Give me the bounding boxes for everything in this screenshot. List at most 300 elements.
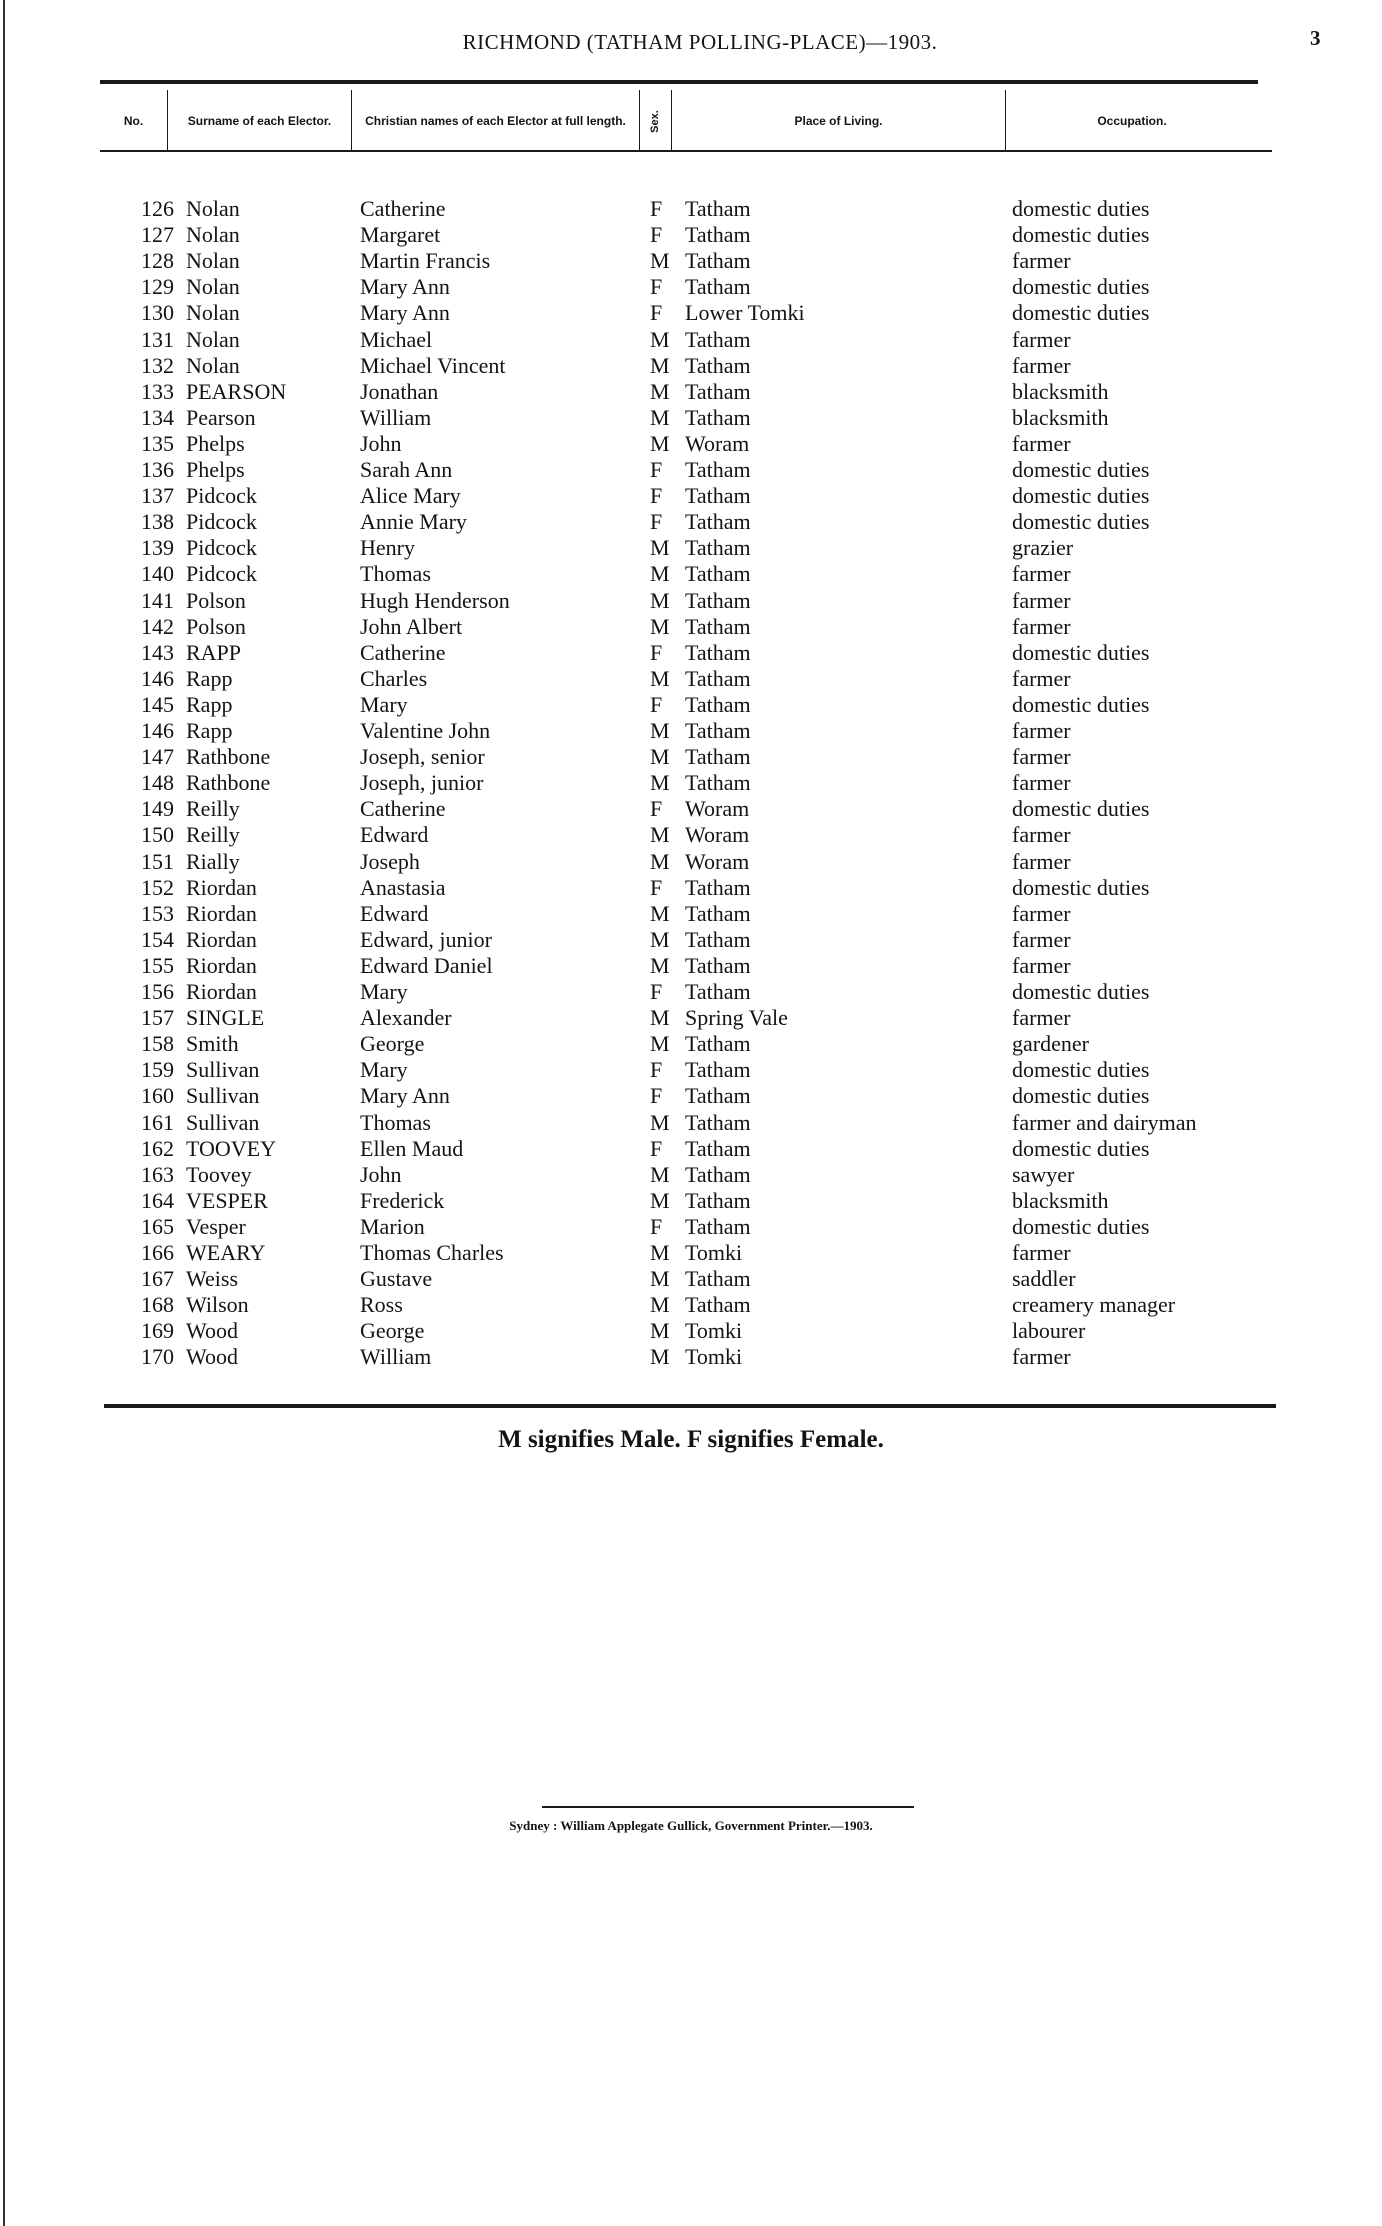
row-place-of-living: Tatham [685, 222, 751, 248]
page-number: 3 [1310, 26, 1321, 50]
row-place-of-living: Tatham [685, 900, 751, 926]
row-occupation: farmer [1012, 770, 1071, 796]
table-row [0, 1292, 1382, 1318]
table-row [0, 640, 1382, 666]
row-surname: Riordan [186, 900, 257, 926]
row-number: 128 [141, 248, 174, 274]
row-surname: Nolan [186, 300, 240, 326]
row-number: 133 [141, 378, 174, 404]
table-row [0, 1240, 1382, 1266]
row-number: 132 [141, 352, 174, 378]
row-christian-names: Edward [360, 822, 429, 848]
row-number: 127 [141, 222, 174, 248]
row-christian-names: Valentine John [360, 718, 491, 743]
row-christian-names: Anastasia [360, 874, 446, 900]
row-place-of-living: Woram [685, 822, 750, 848]
row-occupation: farmer [1012, 926, 1071, 952]
row-christian-names: Thomas [360, 561, 431, 587]
column-header-surname: Surname of each Elector. [168, 90, 352, 152]
row-number: 129 [141, 274, 174, 300]
row-sex: M [650, 1318, 670, 1344]
row-christian-names: Mary Ann [360, 300, 450, 326]
row-christian-names: John [360, 1161, 402, 1187]
row-number: 139 [141, 535, 174, 561]
row-sex: M [650, 1109, 670, 1135]
row-christian-names: Mary Ann [360, 1083, 450, 1109]
row-occupation: grazier [1012, 535, 1074, 561]
row-surname: Nolan [186, 222, 240, 248]
row-number: 169 [141, 1318, 174, 1344]
row-sex: M [650, 665, 670, 691]
row-sex: M [650, 1161, 670, 1187]
row-number: 157 [141, 1005, 174, 1031]
row-number: 130 [141, 300, 174, 326]
row-christian-names: Edward, junior [360, 926, 492, 952]
row-place-of-living: Tatham [685, 718, 751, 743]
column-header-sex [640, 90, 672, 152]
row-place-of-living: Tatham [685, 404, 751, 430]
row-place-of-living: Tatham [685, 1135, 751, 1161]
table-row [0, 274, 1382, 300]
row-occupation: domestic duties [1012, 1213, 1150, 1239]
row-occupation: farmer [1012, 718, 1071, 743]
row-sex: M [650, 1005, 670, 1031]
row-occupation: farmer and dairyman [1012, 1109, 1197, 1135]
row-sex: F [650, 639, 663, 665]
row-surname: Vesper [186, 1213, 246, 1239]
row-place-of-living: Tomki [685, 1344, 743, 1370]
column-header-no: No. [100, 90, 168, 152]
row-christian-names: William [360, 404, 432, 430]
row-christian-names: Ellen Maud [360, 1135, 464, 1161]
row-sex: F [650, 222, 663, 248]
row-christian-names: Catherine [360, 196, 446, 221]
row-number: 131 [141, 326, 174, 352]
row-christian-names: Ross [360, 1292, 403, 1318]
row-occupation: sawyer [1012, 1161, 1075, 1187]
column-header-sex-label: Sex. [648, 109, 661, 133]
row-christian-names: Michael Vincent [360, 352, 506, 378]
row-surname: Riordan [186, 979, 257, 1004]
header-bottom-rule [100, 150, 1272, 152]
row-sex: M [650, 718, 670, 743]
row-sex: F [650, 509, 663, 535]
row-place-of-living: Spring Vale [685, 1005, 788, 1031]
table-row [0, 1005, 1382, 1031]
row-christian-names: George [360, 1031, 425, 1057]
row-number: 153 [141, 900, 174, 926]
row-place-of-living: Tatham [685, 1031, 751, 1057]
table-row [0, 849, 1382, 875]
table-row [0, 614, 1382, 640]
row-christian-names: Margaret [360, 222, 441, 248]
row-surname: Polson [186, 587, 246, 613]
row-christian-names: Annie Mary [360, 509, 467, 535]
row-sex: M [650, 535, 670, 561]
table-row [0, 1031, 1382, 1057]
row-number: 143 [141, 639, 174, 665]
row-sex: F [650, 457, 663, 482]
row-place-of-living: Tatham [685, 979, 751, 1004]
row-occupation: domestic duties [1012, 1057, 1150, 1083]
row-christian-names: Mary [360, 979, 408, 1004]
row-sex: F [650, 691, 663, 717]
table-row [0, 796, 1382, 822]
row-christian-names: William [360, 1344, 432, 1370]
row-number: 156 [141, 979, 174, 1004]
row-number: 170 [141, 1344, 174, 1370]
row-number: 145 [141, 691, 174, 717]
row-christian-names: Gustave [360, 1266, 433, 1292]
sex-legend: M signifies Male. F signifies Female. [498, 1426, 884, 1453]
row-occupation: domestic duties [1012, 874, 1150, 900]
column-header-occupation: Occupation. [1097, 113, 1167, 128]
table-row [0, 901, 1382, 927]
row-place-of-living: Tatham [685, 587, 751, 613]
row-surname: Pidcock [186, 483, 257, 509]
table-row [0, 1110, 1382, 1136]
row-occupation: labourer [1012, 1318, 1086, 1344]
row-place-of-living: Tatham [685, 1213, 751, 1239]
row-number: 148 [141, 770, 174, 796]
row-number: 152 [141, 874, 174, 900]
row-sex: M [650, 326, 670, 352]
row-place-of-living: Tatham [685, 1266, 751, 1292]
table-row [0, 875, 1382, 901]
table-row [0, 509, 1382, 535]
row-surname: Rapp [186, 665, 233, 691]
table-row [0, 300, 1382, 326]
row-sex: F [650, 300, 663, 326]
row-place-of-living: Tatham [685, 457, 751, 482]
row-surname: PEARSON [186, 378, 287, 404]
row-surname: TOOVEY [186, 1135, 277, 1161]
row-sex: M [650, 1266, 670, 1292]
row-place-of-living: Woram [685, 430, 750, 456]
row-place-of-living: Tatham [685, 1187, 751, 1213]
row-christian-names: Henry [360, 535, 415, 561]
row-surname: Pearson [186, 404, 256, 430]
table-row [0, 1057, 1382, 1083]
running-head: RICHMOND (TATHAM POLLING-PLACE)—1903. [462, 30, 938, 54]
column-header-place: Place of Living. [672, 90, 1006, 152]
row-occupation: farmer [1012, 326, 1071, 352]
row-surname: Nolan [186, 352, 240, 378]
row-number: 146 [141, 665, 174, 691]
row-place-of-living: Tatham [685, 326, 751, 352]
row-place-of-living: Tatham [685, 770, 751, 796]
table-row [0, 561, 1382, 587]
row-occupation: farmer [1012, 248, 1071, 274]
row-occupation: farmer [1012, 430, 1071, 456]
row-number: 162 [141, 1135, 174, 1161]
row-sex: M [650, 613, 670, 639]
column-header-christian-names: Christian names of each Elector at full length. [352, 90, 640, 152]
row-number: 135 [141, 430, 174, 456]
table-row [0, 1188, 1382, 1214]
row-occupation: farmer [1012, 848, 1071, 874]
row-place-of-living: Tatham [685, 926, 751, 952]
row-place-of-living: Tatham [685, 1161, 751, 1187]
row-surname: Sullivan [186, 1083, 260, 1109]
row-occupation: creamery manager [1012, 1292, 1176, 1318]
row-number: 167 [141, 1266, 174, 1292]
row-number: 141 [141, 587, 174, 613]
table-row [0, 927, 1382, 953]
row-place-of-living: Tatham [685, 952, 751, 978]
row-surname: Rially [186, 848, 240, 874]
row-surname: VESPER [186, 1187, 268, 1213]
row-christian-names: Catherine [360, 796, 446, 822]
row-surname: WEARY [186, 1240, 266, 1265]
table-row [0, 379, 1382, 405]
row-place-of-living: Tatham [685, 561, 751, 587]
row-christian-names: John Albert [360, 613, 463, 639]
row-christian-names: Alice Mary [360, 483, 461, 509]
table-row [0, 692, 1382, 718]
row-number: 164 [141, 1187, 174, 1213]
row-occupation: blacksmith [1012, 404, 1109, 430]
printer-imprint: Sydney : William Applegate Gullick, Government Printer.—1903. [509, 1818, 873, 1833]
row-number: 159 [141, 1057, 174, 1083]
row-occupation: farmer [1012, 1005, 1071, 1031]
row-sex: M [650, 952, 670, 978]
row-occupation: farmer [1012, 1240, 1071, 1265]
row-number: 134 [141, 404, 174, 430]
row-occupation: domestic duties [1012, 1135, 1150, 1161]
row-occupation: gardener [1012, 1031, 1089, 1057]
row-place-of-living: Tatham [685, 1292, 751, 1318]
row-christian-names: Edward Daniel [360, 952, 493, 978]
row-sex: F [650, 1057, 663, 1083]
row-surname: Wood [186, 1318, 239, 1344]
row-number: 146 [141, 718, 174, 743]
row-christian-names: Joseph, junior [360, 770, 484, 796]
row-sex: M [650, 404, 670, 430]
row-occupation: domestic duties [1012, 196, 1150, 221]
row-sex: M [650, 352, 670, 378]
row-occupation: domestic duties [1012, 222, 1150, 248]
row-number: 140 [141, 561, 174, 587]
row-occupation: farmer [1012, 561, 1071, 587]
row-occupation: farmer [1012, 744, 1071, 770]
row-occupation: domestic duties [1012, 300, 1150, 326]
row-surname: Nolan [186, 274, 240, 300]
row-place-of-living: Tatham [685, 1109, 751, 1135]
table-row [0, 953, 1382, 979]
row-number: 155 [141, 952, 174, 978]
table-row [0, 1318, 1382, 1344]
row-christian-names: Edward [360, 900, 429, 926]
row-christian-names: Mary [360, 1057, 408, 1083]
row-place-of-living: Lower Tomki [685, 300, 805, 326]
row-christian-names: Michael [360, 326, 433, 352]
row-surname: Reilly [186, 796, 240, 822]
row-surname: Riordan [186, 874, 257, 900]
row-sex: F [650, 274, 663, 300]
row-place-of-living: Tatham [685, 274, 751, 300]
table-row [0, 457, 1382, 483]
row-place-of-living: Tatham [685, 509, 751, 535]
table-row [0, 1214, 1382, 1240]
row-number: 168 [141, 1292, 174, 1318]
table-row [0, 405, 1382, 431]
table-row [0, 353, 1382, 379]
row-surname: Pidcock [186, 561, 257, 587]
table-row [0, 222, 1382, 248]
row-occupation: saddler [1012, 1266, 1076, 1292]
table-row [0, 979, 1382, 1005]
row-occupation: farmer [1012, 613, 1071, 639]
row-number: 142 [141, 613, 174, 639]
row-christian-names: Alexander [360, 1005, 452, 1031]
row-christian-names: Martin Francis [360, 248, 491, 274]
table-row [0, 196, 1382, 222]
row-surname: Polson [186, 613, 246, 639]
row-place-of-living: Tatham [685, 665, 751, 691]
table-row [0, 718, 1382, 744]
row-occupation: blacksmith [1012, 1187, 1109, 1213]
table-row [0, 535, 1382, 561]
row-sex: M [650, 770, 670, 796]
table-row [0, 1266, 1382, 1292]
row-sex: F [650, 483, 663, 509]
row-number: 165 [141, 1213, 174, 1239]
row-christian-names: Marion [360, 1213, 425, 1239]
row-occupation: domestic duties [1012, 274, 1150, 300]
row-sex: M [650, 822, 670, 848]
row-christian-names: Mary [360, 691, 408, 717]
row-sex: M [650, 1292, 670, 1318]
row-occupation: blacksmith [1012, 378, 1109, 404]
row-surname: Pidcock [186, 509, 257, 535]
row-christian-names: Mary Ann [360, 274, 450, 300]
row-occupation: domestic duties [1012, 979, 1150, 1004]
row-surname: Riordan [186, 952, 257, 978]
row-number: 163 [141, 1161, 174, 1187]
header-top-rule [100, 80, 1258, 84]
row-place-of-living: Tatham [685, 639, 751, 665]
row-surname: Rapp [186, 691, 233, 717]
row-number: 161 [141, 1109, 174, 1135]
row-surname: Weiss [186, 1266, 239, 1292]
row-surname: Phelps [186, 430, 245, 456]
row-sex: M [650, 1031, 670, 1057]
row-christian-names: Thomas [360, 1109, 431, 1135]
row-sex: F [650, 874, 663, 900]
row-sex: M [650, 744, 670, 770]
row-occupation: domestic duties [1012, 691, 1150, 717]
row-place-of-living: Tatham [685, 1083, 751, 1109]
row-surname: Sullivan [186, 1109, 260, 1135]
row-number: 149 [141, 796, 174, 822]
row-sex: M [650, 561, 670, 587]
row-christian-names: Sarah Ann [360, 457, 453, 482]
row-number: 147 [141, 744, 174, 770]
row-number: 158 [141, 1031, 174, 1057]
row-place-of-living: Tatham [685, 874, 751, 900]
row-number: 160 [141, 1083, 174, 1109]
row-place-of-living: Tatham [685, 483, 751, 509]
row-christian-names: John [360, 430, 402, 456]
row-place-of-living: Tatham [685, 613, 751, 639]
table-row [0, 1344, 1382, 1370]
row-number: 154 [141, 926, 174, 952]
row-sex: M [650, 1344, 670, 1370]
table-row [0, 248, 1382, 274]
table-row [0, 822, 1382, 848]
row-surname: SINGLE [186, 1005, 265, 1031]
row-occupation: domestic duties [1012, 457, 1150, 482]
row-place-of-living: Woram [685, 796, 750, 822]
row-occupation: farmer [1012, 952, 1071, 978]
row-christian-names: George [360, 1318, 425, 1344]
row-sex: F [650, 796, 663, 822]
table-row [0, 770, 1382, 796]
row-place-of-living: Tatham [685, 535, 751, 561]
row-surname: Smith [186, 1031, 239, 1057]
table-row [0, 327, 1382, 353]
row-christian-names: Charles [360, 665, 428, 691]
row-christian-names: Hugh Henderson [360, 587, 510, 613]
row-occupation: farmer [1012, 587, 1071, 613]
row-occupation: farmer [1012, 352, 1071, 378]
row-sex: M [650, 587, 670, 613]
row-christian-names: Joseph [360, 848, 420, 874]
row-surname: Toovey [186, 1161, 252, 1187]
row-number: 126 [141, 196, 174, 221]
row-occupation: farmer [1012, 665, 1071, 691]
row-place-of-living: Woram [685, 848, 750, 874]
table-row [0, 1083, 1382, 1109]
row-place-of-living: Tatham [685, 1057, 751, 1083]
row-sex: M [650, 430, 670, 456]
table-bottom-rule [104, 1404, 1276, 1408]
row-surname: Nolan [186, 196, 240, 221]
table-row [0, 1162, 1382, 1188]
row-occupation: farmer [1012, 822, 1071, 848]
row-christian-names: Jonathan [360, 378, 439, 404]
row-sex: M [650, 248, 670, 274]
row-place-of-living: Tatham [685, 196, 751, 221]
row-sex: M [650, 378, 670, 404]
row-occupation: domestic duties [1012, 509, 1150, 535]
row-surname: RAPP [186, 639, 242, 665]
row-place-of-living: Tomki [685, 1240, 743, 1265]
row-christian-names: Joseph, senior [360, 744, 485, 770]
row-surname: Sullivan [186, 1057, 260, 1083]
table-row [0, 588, 1382, 614]
row-sex: M [650, 1240, 670, 1265]
row-sex: F [650, 1083, 663, 1109]
row-surname: Rapp [186, 718, 233, 743]
row-surname: Rathbone [186, 744, 271, 770]
row-surname: Nolan [186, 248, 240, 274]
row-occupation: domestic duties [1012, 483, 1150, 509]
row-place-of-living: Tatham [685, 248, 751, 274]
row-surname: Pidcock [186, 535, 257, 561]
row-place-of-living: Tatham [685, 744, 751, 770]
row-surname: Reilly [186, 822, 240, 848]
row-surname: Nolan [186, 326, 240, 352]
row-surname: Rathbone [186, 770, 271, 796]
row-number: 136 [141, 457, 174, 482]
table-row [0, 666, 1382, 692]
row-surname: Riordan [186, 926, 257, 952]
row-sex: F [650, 196, 663, 221]
row-sex: M [650, 926, 670, 952]
row-occupation: domestic duties [1012, 796, 1150, 822]
